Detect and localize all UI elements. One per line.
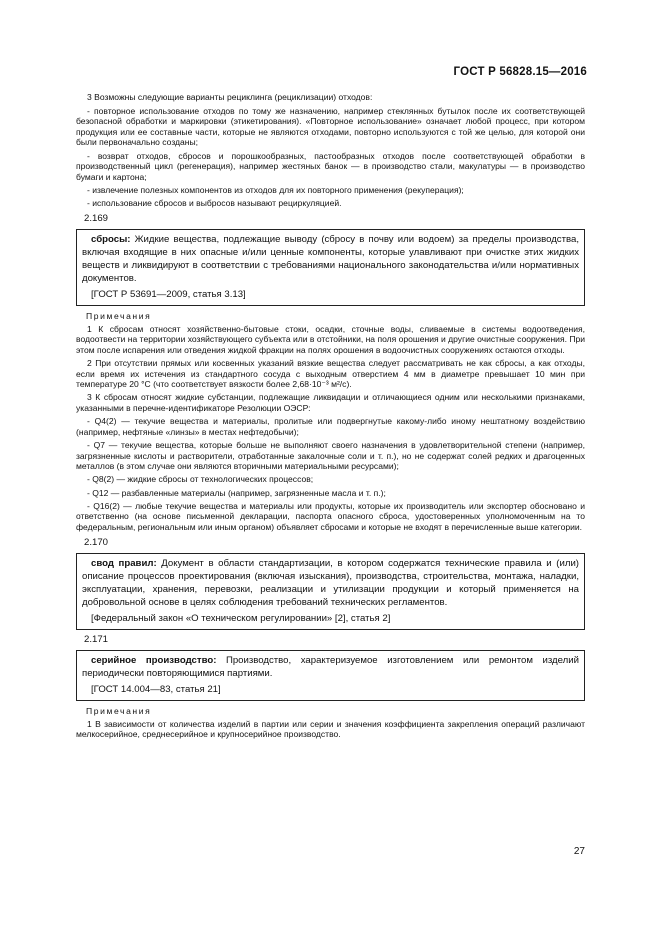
note-item: - Q12 — разбавленные материалы (например, загрязненные масла и т. п.); xyxy=(87,487,386,498)
definition-body: Документ в области стандартизации, в котором содержатся технические правила и (или) описание процессов проектирования (включая изыскания), производства, строительства, монтажа, наладки, эксплуатации, хранения, перевозки, реализации и утилизации продукции и который применяется на добровольной основе в целях соблюдения требований технических регламентов. xyxy=(82,557,579,608)
entry-number: 2.170 xyxy=(84,536,109,548)
definition-body: Производство, характеризуемое изготовлением или ремонтом изделий периодически повторяющимися партиями. xyxy=(82,654,579,679)
source-reference: [Федеральный закон «О техническом регулировании» [2], статья 2] xyxy=(91,612,391,624)
source-reference: [ГОСТ Р 53691—2009, статья 3.13] xyxy=(91,288,246,300)
recycling-item: - возврат отходов, сбросов и порошкообразных, пастообразных отходов после соответствующей обработки в производственный цикл (регенерация), например жестяных банок — в производство стали, макулатуры — в производство бумаги и картона; xyxy=(76,150,585,182)
page-content xyxy=(76,92,585,742)
note-item: 3 К сбросам относят жидкие субстанции, подлежащие ликвидации и отличающиеся одним или несколькими признаками, указанными в перечне-идентификаторе Резолюции ОЭСР: xyxy=(76,392,585,414)
source-reference: [ГОСТ 14.004—83, статья 21] xyxy=(91,683,221,695)
entry-number: 2.169 xyxy=(84,212,109,224)
note-item: - Q7 — текучие вещества, которые больше не выполняют своего назначения в удовлетворительной степени (например, загрязненные кислоты и растворители, отработанные закалочные соли и т. п.), но не содержат солей редких и драгоценных металлов (в этом случае они являются вторичными материальными ресурсами); xyxy=(76,440,585,472)
definition-box xyxy=(76,553,585,630)
definition-text xyxy=(82,654,579,680)
notes-title: Примечания xyxy=(86,310,152,321)
term: свод правил: xyxy=(91,557,157,569)
recycling-item: - повторное использование отходов по тому же назначению, например стеклянных бутылок после их соответствующей безопасной обработки и маркировки (этикетирования). «Повторное использование» означает любой процесс, при котором продукция или ее составные части, которые не являются отходами, повторно используются с той же целью, для которой они были первоначально созданы; xyxy=(76,105,585,148)
entry-number: 2.171 xyxy=(84,633,109,645)
notes-title: Примечания xyxy=(86,705,152,716)
term: сбросы: xyxy=(91,233,131,245)
note-item: - Q8(2) — жидкие сбросы от технологических процессов; xyxy=(87,474,314,485)
recycling-item: - извлечение полезных компонентов из отходов для их повторного применения (рекуперация); xyxy=(87,184,464,195)
term: серийное производство: xyxy=(91,654,217,666)
note-item: 2 При отсутствии прямых или косвенных указаний вязкие вещества следует рассматривать не как сбросы, а как отходы, если время их истечения из стандартного сосуда с выходным отверстием 4 мм в диаметре превышает 10 мин при температуре 20 °С (что соответствует вязкости более 2,68·10⁻³ м²/с). xyxy=(76,358,585,390)
note-item: - Q16(2) — любые текучие вещества и материалы или продукты, которые их производитель или экспортер обосновано и ответственно (на основе письменной декларации, паспорта опасного сброса, удостоверенных уполномоченным на то федеральным, региональным или иным органом) объявляет сбросами и которые не входят в перечисленные выше категории. xyxy=(76,500,585,532)
note-item: 1 В зависимости от количества изделий в партии или серии и значения коэффициента закрепления операций различают мелкосерийное, среднесерийное и крупносерийное производство. xyxy=(76,718,585,740)
page-number: 27 xyxy=(573,846,585,857)
note-item: - Q4(2) — текучие вещества и материалы, пролитые или подвергнутые какому-либо иному нештатному воздействию (например, нефтяные «линзы» в местах нефтедобычи); xyxy=(76,416,585,437)
document-number: ГОСТ Р 56828.15—2016 xyxy=(453,66,587,78)
definition-text xyxy=(82,557,579,609)
definition-text xyxy=(82,233,579,285)
definition-box xyxy=(76,650,585,701)
recycling-item: - использование сбросов и выбросов называют рециркуляцией. xyxy=(87,198,342,209)
note-item: 1 К сбросам относят хозяйственно-бытовые стоки, осадки, сточные воды, сливаемые в системы водоотведения, водоотвести на территории хозяйствующего субъекта или в отстойники, на поля орошения и другие очистные сооружения. При этом после испарения или отведения жидкой фракции на полях орошения в водоочистных сооружениях остаются отходы. xyxy=(76,323,585,355)
recycling-heading: 3 Возможны следующие варианты рециклинга (рециклизации) отходов: xyxy=(87,92,373,102)
definition-body: Жидкие вещества, подлежащие выводу (сбросу в почву или водоем) за пределы производства, включая входящие в них опасные и/или ценные компоненты, которые улавливают при очистке этих жидких веществ и ликвидируют в соответствии с требованиями национального законодательства и/или нормативных документов. xyxy=(82,233,579,284)
definition-box xyxy=(76,229,585,306)
